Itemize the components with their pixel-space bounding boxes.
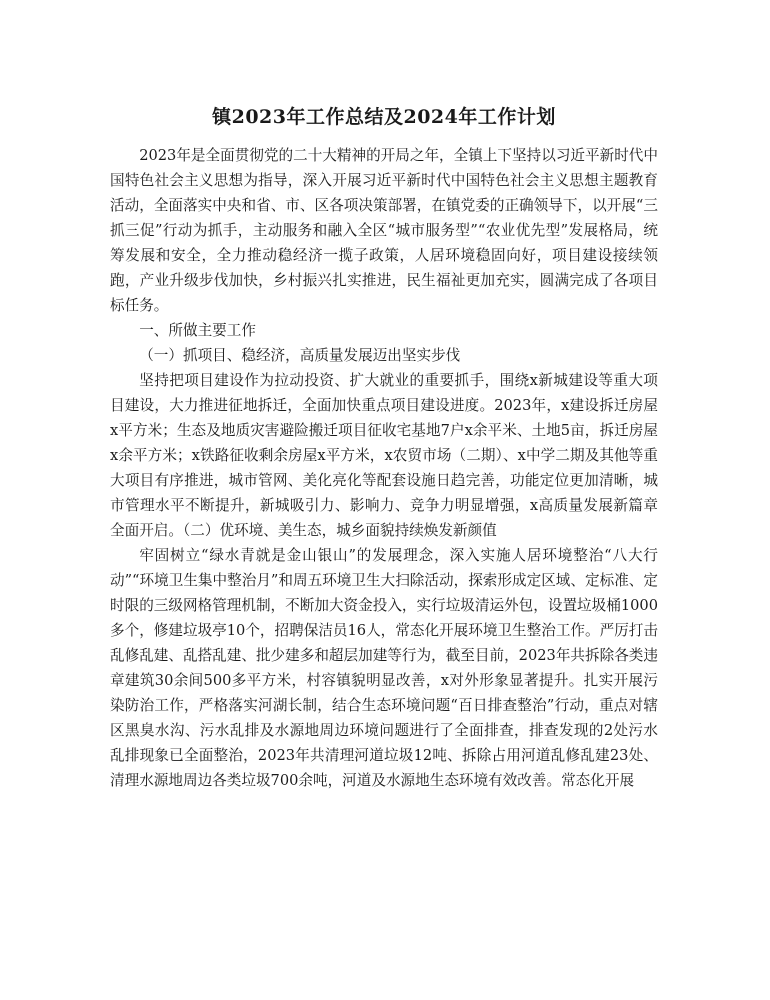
document-title: 镇2023年工作总结及2024年工作计划 [212,106,556,128]
intro-paragraph: 2023年是全面贯彻党的二十大精神的开局之年，全镇上下坚持以习近平新时代中国特色社会主义思想为指导，深入开展习近平新时代中国特色社会主义思想主题教育活动，全面落实中央和省、市、区各项决策部署，在镇党委的正确领导下，以开展“三抓三促”行动为抓手，主动服务和融入全区“城市服务型”“农业优先型”发展格局，统筹发展和安全，全力推动稳经济一揽子政策，人居环境稳固向好，项目建设接续领跑，产业升级步伐加快，乡村振兴扎实推进，民生福祉更加充实，圆满完成了各项目标任务。 [110,147,658,314]
document-page [110,102,658,793]
document-body [110,143,658,793]
environment-paragraph: 牢固树立“绿水青就是金山银山”的发展理念，深入实施人居环境整治“八大行动”“环境卫生集中整治月”和周五环境卫生大扫除活动，探索形成定区域、定标准、定时限的三级网格管理机制，不断加大资金投入，实行垃圾清运外包，设置垃圾桶1000多个，修建垃圾亭10个，招聘保洁员16人，常态化开展环境卫生整治工作。严厉打击乱修乱建、乱搭乱建、批少建多和超层加建等行为，截至目前，2023年共拆除各类违章建筑30余间500多平方米，村容镇貌明显改善，x对外形象显著提升。扎实开展污染防治工作，严格落实河湖长制，结合生态环境问题“百日排查整治”行动，重点对辖区黑臭水沟、污水乱排及水源地周边环境问题进行了全面排查，排查发现的2处污水乱排现象已全面整治，2023年共清理河道垃圾12吨、拆除占用河道乱修乱建23处、清理水源地周边各类垃圾700余吨，河道及水源地生态环境有效改善。常态化开展 [110,547,658,789]
project-paragraph: 坚持把项目建设作为拉动投资、扩大就业的重要抓手，围绕x新城建设等重大项目建设，大力推进征地拆迁，全面加快重点项目建设进度。2023年，x建设拆迁房屋x平方米；生态及地质灾害避险搬迁项目征收宅基地7户x余平米、土地5亩，拆迁房屋x余平方米；x铁路征收剩余房屋x平方米，x农贸市场（二期）、x中学二期及其他等重大项目有序推进，城市管网、美化亮化等配套设施日趋完善，功能定位更加清晰，城市管理水平不断提升，新城吸引力、影响力、竞争力明显增强，x高质量发展新篇章全面开启。（二）优环境、美生态，城乡面貌持续焕发新颜值 [110,372,658,539]
section-heading: 一、所做主要工作 [139,322,256,339]
subsection-heading: （一）抓项目、稳经济，高质量发展迈出坚实步伐 [139,347,461,364]
